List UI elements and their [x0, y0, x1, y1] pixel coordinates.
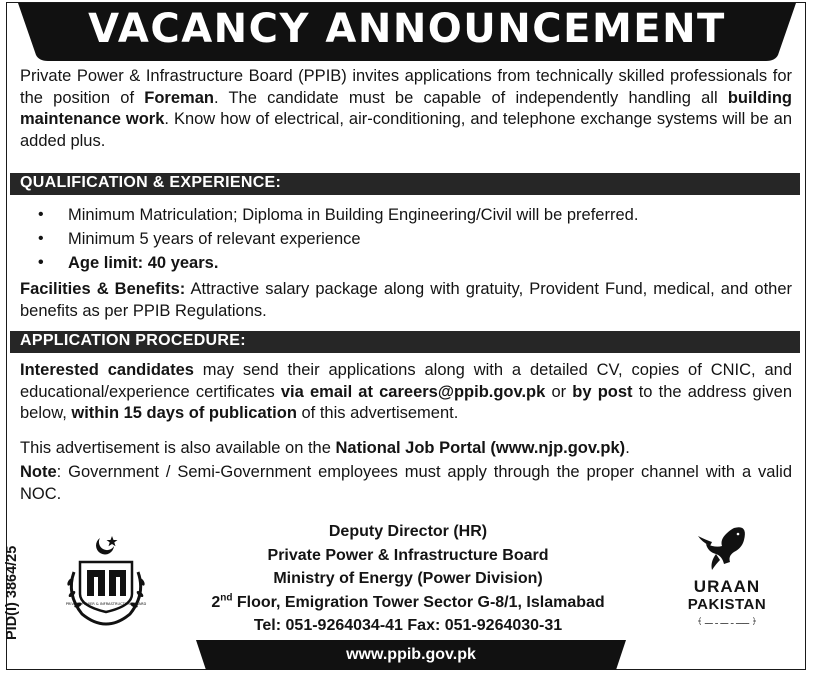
- ppib-logo-icon: [56, 532, 156, 632]
- intro-text-3: . Know how of electrical, air-conditioning, and telephone exchange systems will be an added plus.: [20, 110, 792, 150]
- procedure-heading: APPLICATION PROCEDURE:: [20, 332, 246, 349]
- floor-ordinal: nd: [220, 592, 233, 604]
- njp-paragraph: [20, 438, 792, 460]
- website-link[interactable]: www.ppib.gov.pk: [346, 646, 476, 663]
- njp-end: .: [625, 439, 630, 457]
- website-tab: [196, 640, 626, 670]
- qualification-section-bar: [10, 173, 800, 195]
- qualification-heading: QUALIFICATION & EXPERIENCE:: [20, 174, 282, 191]
- note-text: : Government / Semi-Government employees must apply through the proper channel with a valid NOC.: [20, 463, 792, 503]
- procedure-paragraph: [20, 360, 792, 425]
- facilities-label: Facilities & Benefits:: [20, 280, 186, 298]
- note-paragraph: [20, 462, 792, 505]
- list-item: • Minimum Matriculation; Diploma in Building Engineering/Civil will be preferred.: [20, 204, 780, 228]
- address-line-2: Private Power & Infrastructure Board: [267, 546, 549, 564]
- address-line-5: Tel: 051-9264034-41 Fax: 051-9264030-31: [253, 617, 563, 634]
- address-line-4: [188, 591, 628, 615]
- list-item: • Minimum 5 years of relevant experience: [20, 228, 780, 252]
- uraan-title: URAAN: [693, 577, 761, 596]
- urdu-tagline: ﴾ ـــــ ـ ـــ ـ ـــ ﴿: [697, 616, 757, 626]
- facilities-paragraph: [20, 279, 792, 322]
- procedure-text-2: or: [545, 382, 573, 401]
- ppib-emblem: [56, 532, 156, 632]
- position-title: Foreman: [144, 88, 214, 107]
- floor-number: 2: [211, 593, 221, 611]
- emblem-caption: PRIVATE POWER & INFRASTRUCTURE BOARD: [65, 602, 147, 606]
- bird-icon: [672, 522, 782, 578]
- duty-text: building maintenance work: [20, 88, 792, 128]
- intro-text-1: Private Power & Infrastructure Board (PPIB) invites applications from technically skilled professionals for the position of: [20, 67, 792, 107]
- pid-number: PID(I) 3864/25: [4, 545, 20, 640]
- address-street: Floor, Emigration Tower Sector G-8/1, Islamabad: [232, 593, 605, 611]
- email-address[interactable]: via email at careers@ppib.gov.pk: [280, 382, 546, 401]
- njp-link[interactable]: National Job Portal (www.njp.gov.pk): [335, 439, 626, 457]
- qualification-list: [20, 204, 780, 276]
- deadline-text: within 15 days of publication: [71, 404, 297, 422]
- pakistan-title: PAKISTAN: [687, 596, 767, 613]
- note-label: Note: [20, 463, 57, 481]
- uraan-pakistan-logo: [672, 522, 782, 632]
- procedure-section-bar: [10, 331, 800, 353]
- address-line-1: Deputy Director (HR): [328, 523, 488, 540]
- procedure-text-4: of this advertisement.: [296, 404, 459, 422]
- list-item: • Age limit: 40 years.: [20, 252, 780, 276]
- procedure-lead: Interested candidates: [20, 361, 194, 379]
- intro-text-2: . The candidate must be capable of independently handling all: [213, 88, 728, 107]
- post-label: by post: [572, 382, 633, 401]
- address-line-3: Ministry of Energy (Power Division): [273, 570, 543, 587]
- contact-address: [188, 520, 628, 638]
- facilities-text: Attractive salary package along with gratuity, Provident Fund, medical, and other benefits as per PPIB Regulations.: [20, 280, 793, 320]
- procedure-text-3: to the address given below,: [20, 382, 793, 422]
- title-banner: [18, 3, 796, 61]
- procedure-text-1: may send their applications along with a detailed CV, copies of CNIC, and educational/experience certificates: [20, 361, 793, 401]
- intro-paragraph: [20, 66, 792, 152]
- page-title: VACANCY ANNOUNCEMENT: [88, 6, 726, 52]
- njp-text: This advertisement is also available on the: [20, 439, 336, 457]
